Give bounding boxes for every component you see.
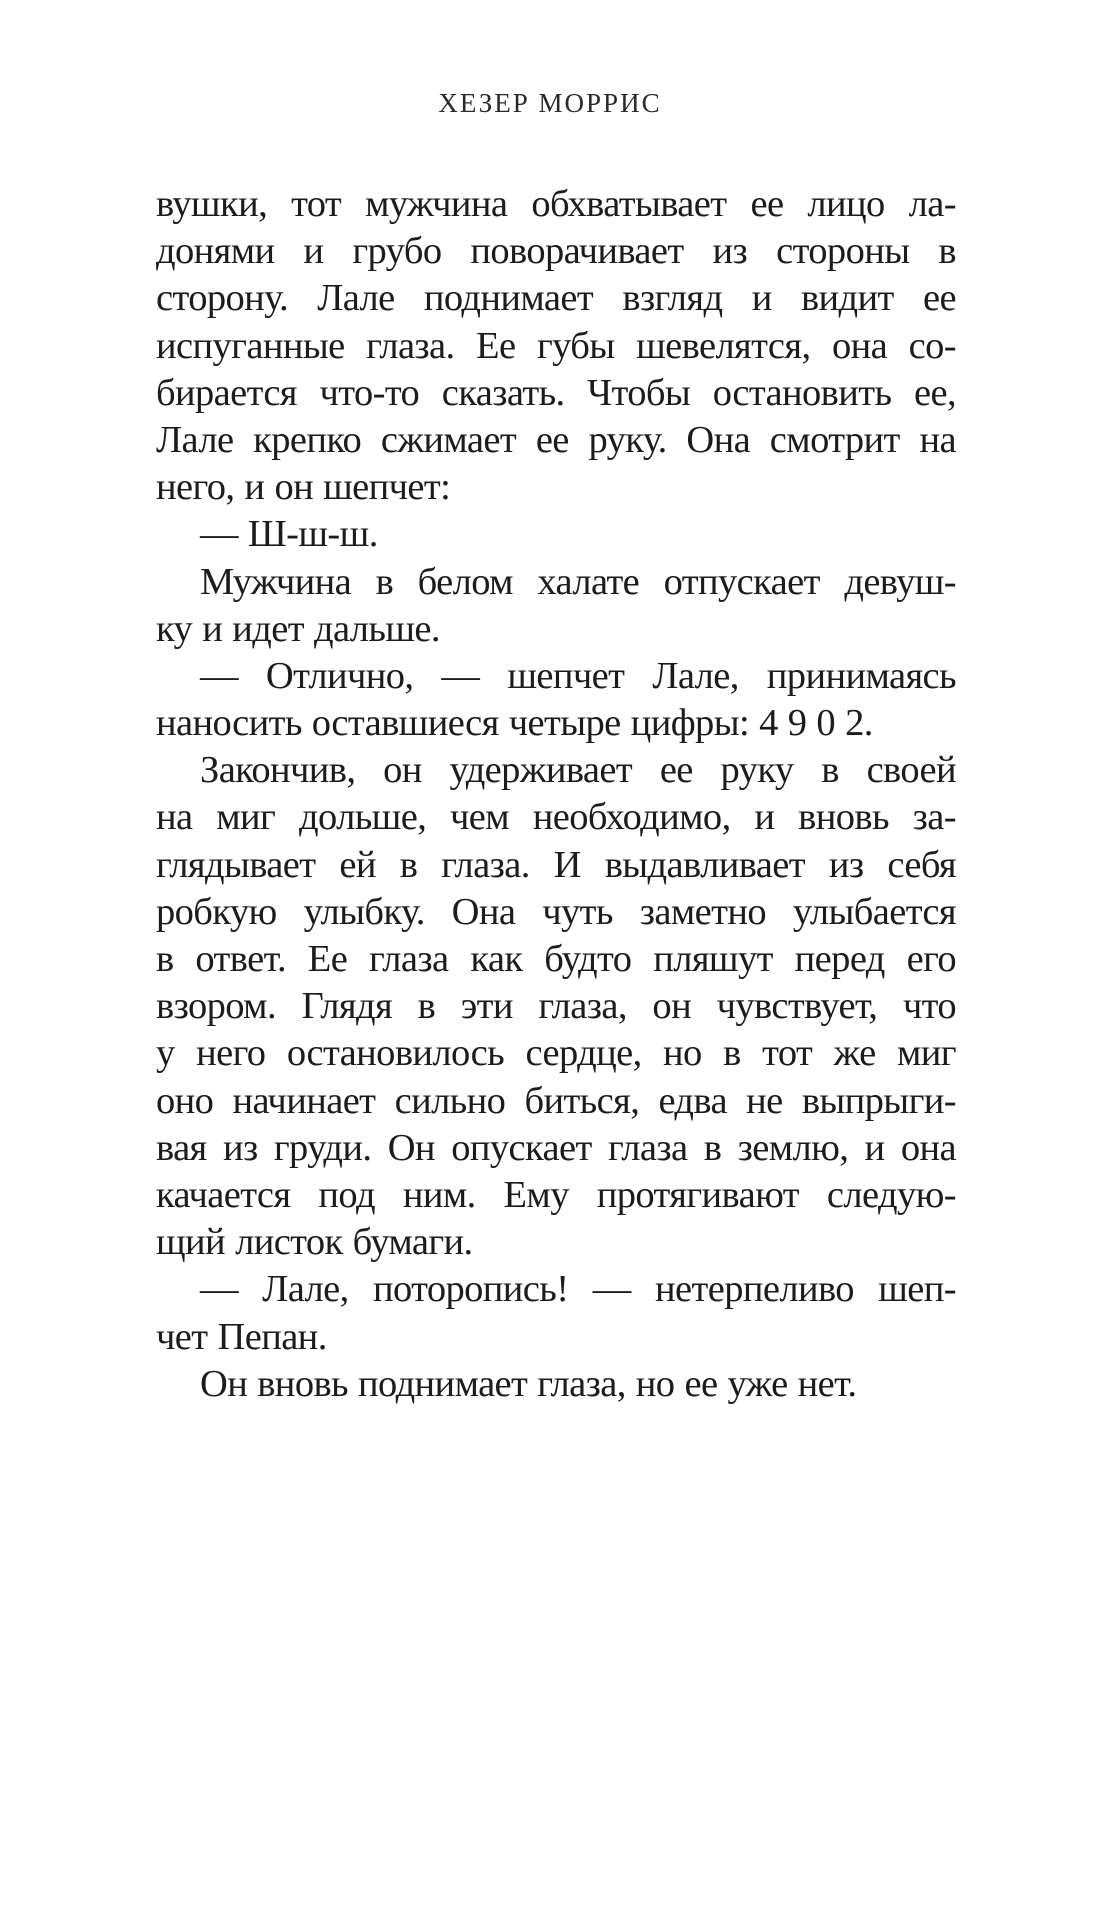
text-line: испуганные глаза. Ее губы шевелятся, она со-: [156, 324, 956, 367]
text-line: наносить оставшиеся четыре цифры: 4 9 0 2.: [156, 702, 873, 745]
text-line: оно начинает сильно биться, едва не выпрыги-: [156, 1079, 956, 1122]
text-line: Лале крепко сжимает ее руку. Она смотрит на: [156, 418, 956, 461]
text-line: взором. Глядя в эти глаза, он чувствует, что: [156, 985, 956, 1028]
text-line: него, и он шепчет:: [156, 466, 451, 509]
text-line: щий листок бумаги.: [156, 1221, 473, 1264]
text-line: у него остановилось сердце, но в тот же миг: [156, 1032, 956, 1075]
text-line: сторону. Лале поднимает взгляд и видит ее: [156, 277, 956, 320]
paragraph-start-line: Он вновь поднимает глаза, но ее уже нет.: [200, 1362, 857, 1405]
text-line: чет Пепан.: [156, 1315, 327, 1358]
text-line: ку и идет дальше.: [156, 607, 440, 650]
dialogue-line: — Ш-ш-ш.: [200, 513, 378, 556]
text-line: глядывает ей в глаза. И выдавливает из себя: [156, 843, 956, 886]
running-header-author: ХЕЗЕР МОРРИС: [438, 88, 662, 118]
text-line: бирается что-то сказать. Чтобы остановить ее,: [156, 371, 956, 414]
paragraph-start-line: Мужчина в белом халате отпускает девуш-: [200, 560, 956, 603]
text-line: донями и грубо поворачивает из стороны в: [156, 230, 956, 273]
text-line: вушки, тот мужчина обхватывает ее лицо ла-: [156, 183, 956, 225]
paragraph-start-line: Закончив, он удерживает ее руку в своей: [200, 749, 956, 792]
text-line: в ответ. Ее глаза как будто пляшут перед его: [156, 938, 956, 980]
dialogue-line: — Лале, поторопись! — нетерпеливо шеп-: [200, 1268, 956, 1311]
text-line: качается под ним. Ему протягивают следую-: [156, 1173, 956, 1216]
page-body-text: [156, 181, 956, 1408]
text-line: робкую улыбку. Она чуть заметно улыбается: [156, 890, 956, 933]
dialogue-line: — Отлично, — шепчет Лале, принимаясь: [200, 654, 956, 697]
text-line: вая из груди. Он опускает глаза в землю, и она: [156, 1126, 956, 1169]
text-line: на миг дольше, чем необходимо, и вновь за-: [156, 796, 956, 839]
